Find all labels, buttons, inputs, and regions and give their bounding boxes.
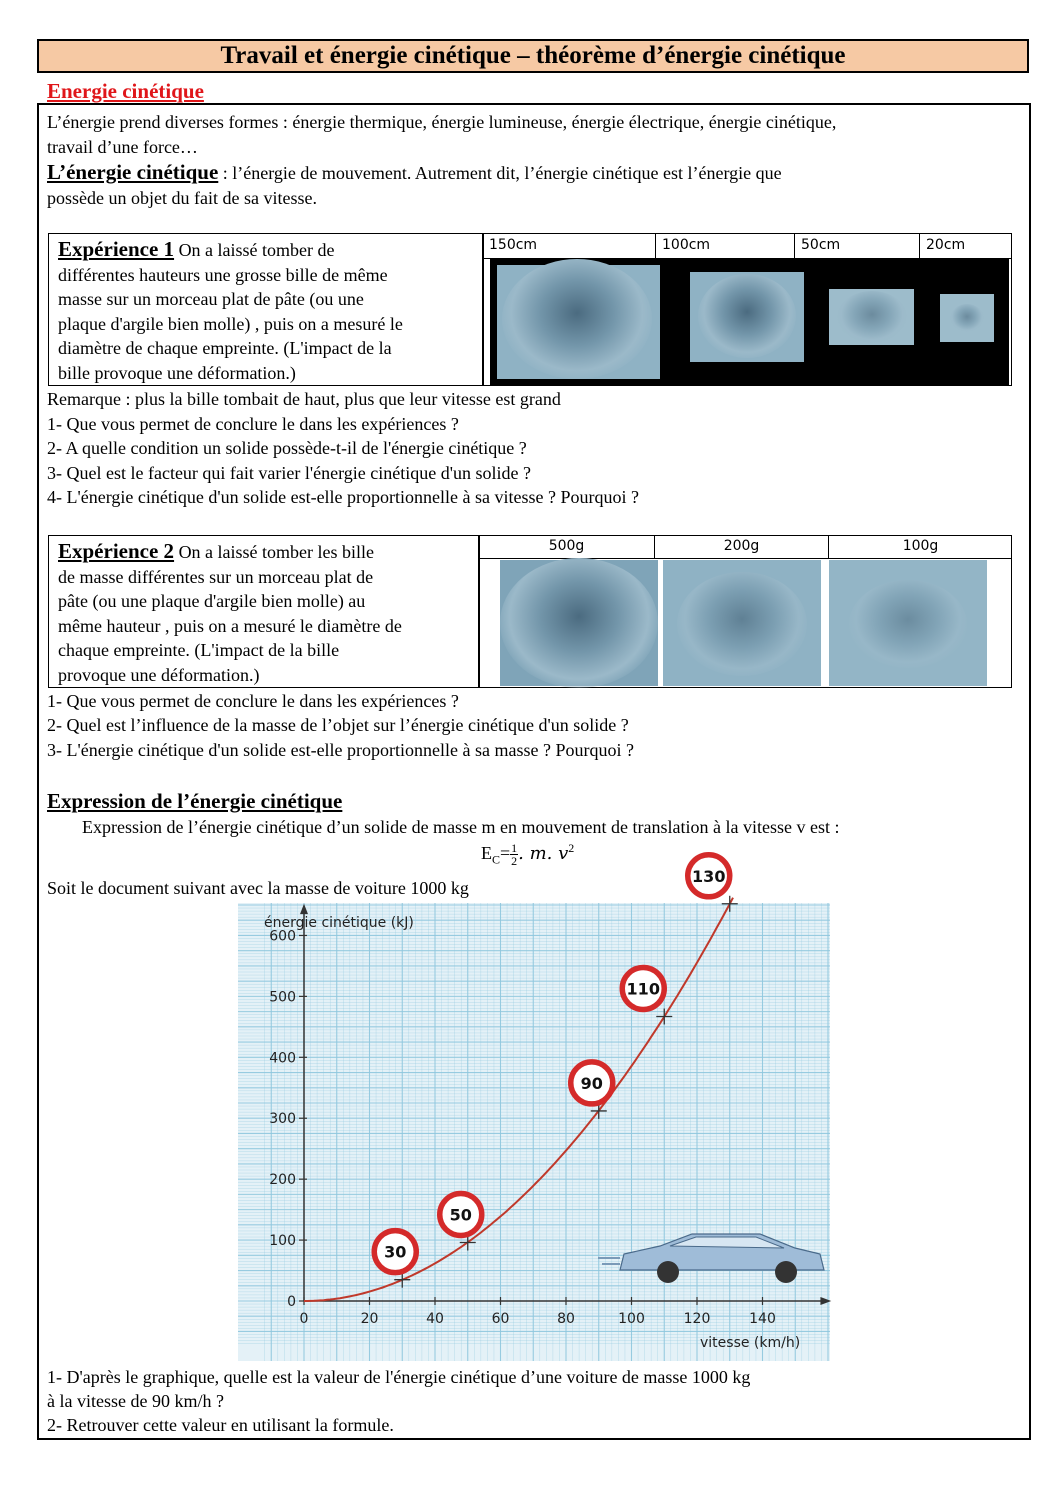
definition-line-2: possède un objet du fait de sa vitesse.: [47, 188, 317, 208]
y-tick-label: 400: [269, 1050, 296, 1067]
y-tick-label: 300: [269, 1111, 296, 1128]
exp2-line: pâte (ou une plaque d'argile bien molle) au: [58, 591, 366, 611]
question: 4- L'énergie cinétique d'un solide est-elle proportionnelle à sa vitesse ? Pourquoi ?: [47, 487, 639, 507]
car-wheel: [657, 1261, 679, 1283]
speed-sign-label: 110: [626, 979, 660, 999]
exp1-line: On a laissé tomber de: [174, 240, 335, 260]
y-tick-label: 600: [269, 928, 296, 945]
height-label: 100cm: [656, 233, 795, 258]
experience-2-text: [58, 539, 474, 687]
x-axis-label: vitesse (km/h): [700, 1335, 801, 1351]
mass-label: 500g: [479, 535, 655, 558]
y-tick-label: 500: [269, 989, 296, 1006]
kinetic-energy-formula: [481, 841, 574, 868]
impact-photo: [497, 265, 660, 379]
definition: [47, 160, 782, 186]
experience-2-heading: Expérience 2: [58, 539, 175, 563]
y-axis-label: énergie cinétique (kJ): [264, 915, 414, 931]
question: 3- L'énergie cinétique d'un solide est-elle proportionnelle à sa masse ? Pourquoi ?: [47, 740, 634, 760]
definition-text: : l’énergie de mouvement. Autrement dit, l’énergie cinétique est l’énergie que: [218, 163, 782, 183]
formula-denominator: 2: [511, 854, 518, 869]
intro-line-1: L’énergie prend diverses formes : énergie thermique, énergie lumineuse, énergie électrique, énergie cinétique,: [47, 112, 837, 132]
formula-symbol: E: [481, 843, 492, 863]
y-tick-label: 0: [287, 1294, 296, 1310]
car-wheel: [775, 1261, 797, 1283]
question: 2- A quelle condition un solide possède-t-il de l'énergie cinétique ?: [47, 438, 527, 458]
height-label: 150cm: [483, 233, 656, 258]
exp1-line: plaque d'argile bien molle) , puis on a mesuré le: [58, 313, 403, 334]
exp2-line: provoque une déformation.): [58, 664, 260, 685]
x-tick-label: 140: [749, 1311, 776, 1327]
impact-photo: [663, 560, 821, 686]
chart-grid: [238, 903, 830, 1361]
height-label: 20cm: [926, 237, 966, 253]
x-tick-label: 120: [683, 1311, 711, 1327]
question: 1- Que vous permet de conclure le dans les expériences ?: [47, 414, 459, 434]
page-title: Travail et énergie cinétique – théorème d’énergie cinétique: [37, 39, 1029, 73]
remark: Remarque : plus la bille tombait de haut, plus que leur vitesse est grand: [47, 389, 561, 409]
experience-1-photos: [483, 233, 1012, 386]
question: 1- D'après le graphique, quelle est la valeur de l'énergie cinétique d’une voiture de masse 1000 kg: [47, 1367, 751, 1387]
exp2-line: même hauteur , puis on a mesuré le diamètre de: [58, 615, 402, 636]
exp1-line: diamètre de chaque empreinte. (L'impact de la: [58, 338, 392, 358]
impact-photo: [829, 289, 914, 345]
section-heading-energie: Energie cinétique: [47, 79, 204, 103]
impact-photo: [690, 272, 804, 362]
question: 3- Quel est le facteur qui fait varier l'énergie cinétique d'un solide ?: [47, 463, 531, 483]
x-tick-label: 80: [557, 1311, 575, 1327]
impact-photo: [829, 560, 987, 686]
y-tick-label: 200: [269, 1172, 296, 1189]
expression-heading: Expression de l’énergie cinétique: [47, 789, 343, 813]
intro-line-2: travail d’une force…: [47, 137, 198, 157]
height-label: 50cm: [795, 233, 920, 258]
mass-label: 200g: [655, 535, 829, 558]
question: à la vitesse de 90 km/h ?: [47, 1391, 224, 1411]
x-tick-label: 0: [299, 1311, 309, 1327]
formula-rhs: . m. v: [518, 843, 569, 864]
speed-sign-label: 90: [580, 1073, 603, 1093]
formula-exponent: 2: [568, 841, 575, 855]
exp2-line: de masse différentes sur un morceau plat de: [58, 566, 374, 587]
exp1-line: masse sur un morceau plat de pâte (ou une: [58, 289, 364, 309]
definition-heading: L’énergie cinétique: [47, 160, 219, 184]
experience-2-photos: [479, 535, 1012, 688]
y-tick-label: 100: [269, 1233, 296, 1250]
speed-sign-label: 130: [692, 866, 726, 886]
formula-subscript: C: [492, 852, 501, 867]
impact-photo-strip: [490, 259, 1009, 385]
mass-label: 100g: [902, 538, 939, 554]
question: 2- Quel est l’influence de la masse de l’objet sur l’énergie cinétique d'un solide ?: [47, 715, 629, 735]
experience-1-text: [58, 237, 478, 385]
chart-background: [238, 903, 830, 1361]
exp1-line: bille provoque une déformation.): [58, 362, 296, 383]
x-tick-label: 40: [426, 1311, 444, 1327]
question: 1- Que vous permet de conclure le dans les expériences ?: [47, 691, 459, 711]
x-tick-label: 20: [360, 1311, 379, 1327]
formula-equals: =: [500, 843, 511, 863]
x-tick-label: 100: [618, 1311, 645, 1327]
x-tick-label: 60: [491, 1311, 510, 1327]
impact-photo: [940, 294, 994, 342]
exp2-line: chaque empreinte. (L'impact de la bille: [58, 640, 340, 660]
question: 2- Retrouver cette valeur en utilisant la formule.: [47, 1415, 394, 1435]
speed-sign-label: 50: [449, 1205, 472, 1225]
experience-1-heading: Expérience 1: [58, 237, 175, 261]
impact-photo: [500, 560, 658, 686]
document-intro: Soit le document suivant avec la masse de voiture 1000 kg: [47, 878, 469, 898]
exp1-line: différentes hauteurs une grosse bille de même: [58, 264, 388, 285]
exp2-line: On a laissé tomber les bille: [174, 542, 375, 562]
speed-sign-label: 30: [384, 1242, 407, 1262]
expression-text: Expression de l’énergie cinétique d’un solide de masse m en mouvement de translation à la vitesse v est :: [82, 817, 840, 837]
formula-numerator: 1: [511, 841, 518, 856]
